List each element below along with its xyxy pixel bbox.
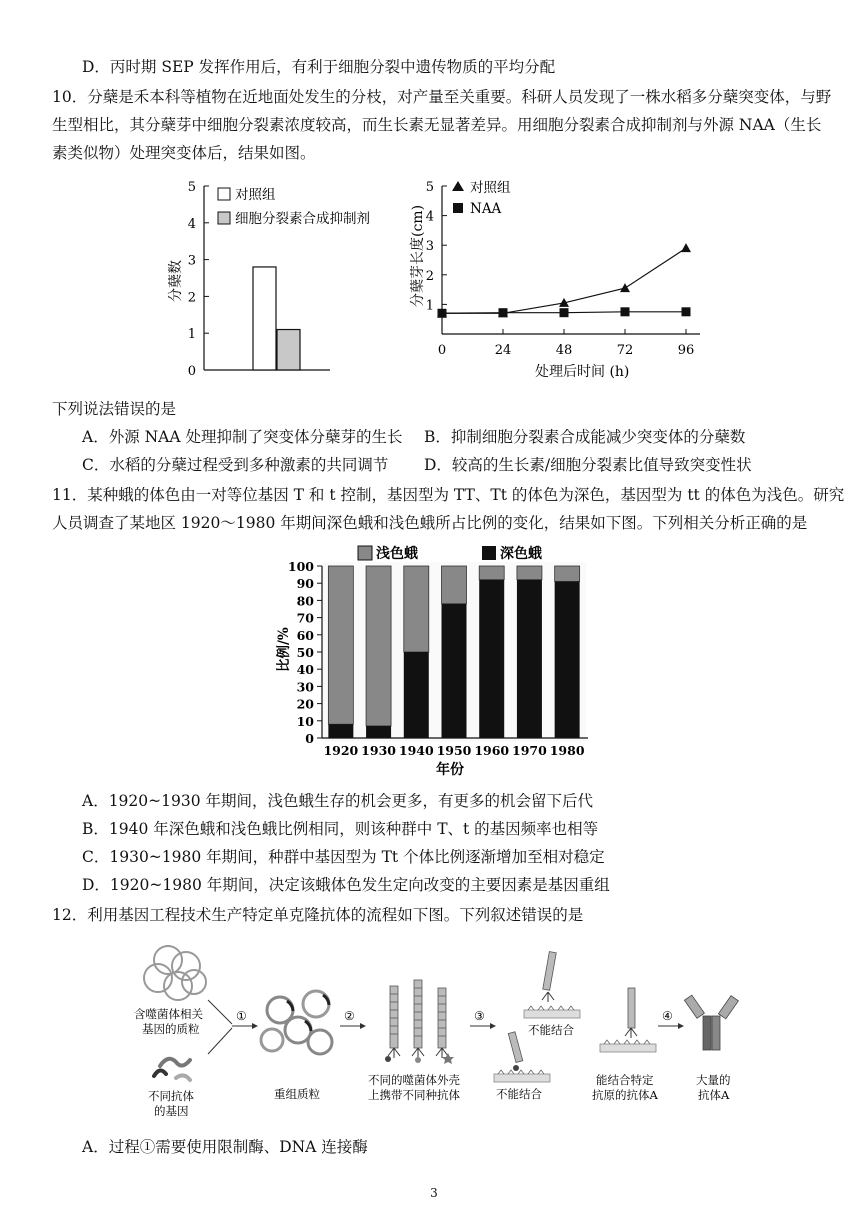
legend-label-control: 对照组 bbox=[470, 180, 511, 196]
y-tick-label: 90 bbox=[296, 576, 314, 592]
phage-label-line-2: 上携带不同种抗体 bbox=[368, 1088, 460, 1102]
step-2-arrowhead bbox=[360, 1023, 366, 1029]
plasmid-label-line-2: 基因的质粒 bbox=[142, 1022, 200, 1036]
q12-option-a: A．过程①需要使用限制酶、DNA 连接酶 bbox=[82, 1138, 368, 1156]
y-axis-title: 比例/% bbox=[276, 627, 292, 672]
y-tick-label: 0 bbox=[305, 731, 314, 746]
q10-option-d: D．较高的生长素/细胞分裂素比值导致突变性状 bbox=[424, 456, 752, 474]
q9-option-d: D．丙时期 SEP 发挥作用后，有利于细胞分裂中遗传物质的平均分配 bbox=[82, 58, 556, 76]
merge-line-bottom bbox=[208, 1028, 232, 1054]
bar-dark-1920 bbox=[328, 724, 353, 738]
q10-options-row-1 bbox=[82, 426, 842, 448]
legend-swatch-control bbox=[218, 188, 230, 200]
product-label-line-1: 大量的 bbox=[696, 1073, 731, 1087]
page-number: 3 bbox=[430, 1186, 438, 1200]
y-tick-label: 40 bbox=[296, 662, 314, 678]
point-naa bbox=[438, 309, 447, 318]
y-axis-title: 分蘖数 bbox=[168, 260, 184, 302]
moth-proportion-chart bbox=[270, 538, 600, 780]
y-tick-label: 100 bbox=[287, 559, 314, 574]
screening-no-bind-top-icon bbox=[524, 952, 580, 1018]
legend-label-inhibitor: 细胞分裂素合成抑制剂 bbox=[235, 211, 370, 227]
recombinant-plasmid-icon bbox=[261, 991, 332, 1054]
point-naa bbox=[499, 308, 508, 317]
bar-light-1930 bbox=[366, 566, 391, 726]
q10-option-c: C．水稻的分蘖过程受到多种激素的共同调节 bbox=[82, 456, 389, 474]
y-tick-label: 2 bbox=[187, 290, 196, 306]
bud-length-chart bbox=[400, 172, 720, 384]
bar-light-1970 bbox=[517, 566, 542, 580]
q10-option-b: B．抑制细胞分裂素合成能减少突变体的分蘖数 bbox=[424, 428, 746, 446]
x-tick-label: 48 bbox=[555, 343, 573, 358]
q11-option-a: A．1920~1930 年期间，浅色蛾生存的机会更多，有更多的机会留下后代 bbox=[82, 792, 594, 810]
bar-control bbox=[253, 267, 276, 370]
y-tick-label: 50 bbox=[296, 645, 314, 660]
q10-stem-line-2: 生型相比，其分蘖芽中细胞分裂素浓度较高，而生长素无显著差异。用细胞分裂素合成抑制剂与外源 NAA（生长 bbox=[52, 116, 822, 134]
x-tick-label: 96 bbox=[677, 343, 695, 358]
step-4-arrowhead bbox=[678, 1023, 684, 1029]
y-tick-label: 0 bbox=[187, 364, 196, 379]
point-naa bbox=[682, 307, 691, 316]
y-tick-label: 3 bbox=[425, 239, 434, 255]
x-tick-label: 1940 bbox=[398, 743, 434, 758]
phage-display-icon bbox=[385, 980, 454, 1064]
y-tick-label: 5 bbox=[425, 180, 434, 195]
phage-label-line-1: 不同的噬菌体外壳 bbox=[368, 1073, 460, 1087]
step-2-label: ② bbox=[344, 1009, 355, 1023]
y-tick-label: 5 bbox=[187, 180, 196, 195]
legend-square-icon bbox=[453, 203, 463, 213]
x-tick-label: 24 bbox=[494, 343, 512, 358]
y-tick-label: 10 bbox=[296, 713, 314, 729]
q11-option-c: C．1930~1980 年期间，种群中基因型为 Tt 个体比例逐渐增加至相对稳定 bbox=[82, 848, 605, 866]
bar-dark-1930 bbox=[366, 726, 391, 738]
no-bind-top-label: 不能结合 bbox=[528, 1023, 574, 1037]
x-tick-label: 1930 bbox=[361, 743, 396, 758]
legend-swatch-dark bbox=[482, 546, 496, 560]
bar-dark-1980 bbox=[555, 581, 580, 738]
bar-light-1950 bbox=[442, 566, 467, 604]
point-control bbox=[681, 243, 691, 252]
antibody-production-diagram bbox=[120, 938, 760, 1128]
q10-options-row-2 bbox=[82, 454, 842, 476]
legend-label-control: 对照组 bbox=[235, 187, 276, 203]
x-tick-label: 72 bbox=[616, 343, 634, 358]
q11-option-b: B．1940 年深色蛾和浅色蛾比例相同，则该种群中 T、t 的基因频率也相等 bbox=[82, 820, 599, 838]
q12-stem: 12．利用基因工程技术生产特定单克隆抗体的流程如下图。下列叙述错误的是 bbox=[52, 906, 584, 924]
q11-stem-line-1: 11．某种蛾的体色由一对等位基因 T 和 t 控制，基因型为 TT、Tt 的体色为深色，基因型为 tt 的体色为浅色。研究 bbox=[52, 486, 845, 504]
point-naa bbox=[560, 308, 569, 317]
x-tick-label: 1920 bbox=[323, 743, 359, 758]
x-tick-label: 1960 bbox=[474, 743, 510, 758]
step-1-arrowhead bbox=[252, 1023, 258, 1029]
merge-line-top bbox=[208, 1000, 232, 1024]
q10-stem-line-3: 素类似物）处理突变体后，结果如图。 bbox=[52, 144, 316, 162]
y-tick-label: 1 bbox=[187, 327, 196, 343]
bar-dark-1940 bbox=[404, 652, 429, 738]
legend-label-dark: 深色蛾 bbox=[500, 546, 542, 562]
gene-label-line-2: 的基因 bbox=[154, 1104, 189, 1118]
x-tick-label: 1950 bbox=[436, 743, 472, 758]
q11-option-d: D．1920~1980 年期间，决定该蛾体色发生定向改变的主要因素是基因重组 bbox=[82, 876, 610, 894]
q10-stem-line-1: 10．分蘖是禾本科等植物在近地面处发生的分枝，对产量至关重要。科研人员发现了一株水稻多分蘖突变体，与野 bbox=[52, 88, 832, 106]
step-3-label: ③ bbox=[474, 1009, 485, 1023]
x-axis-title: 年份 bbox=[436, 762, 464, 778]
y-axis-title: 分蘖芽长度(cm) bbox=[410, 204, 426, 307]
y-tick-label: 1 bbox=[425, 298, 434, 314]
bar-light-1940 bbox=[404, 566, 429, 652]
gene-label-line-1: 不同抗体 bbox=[148, 1089, 194, 1103]
antibody-gene-icon bbox=[154, 1059, 190, 1080]
q11-stem-line-2: 人员调查了某地区 1920～1980 年期间深色蛾和浅色蛾所占比例的变化，结果如下图。下列相关分析正确的是 bbox=[52, 514, 808, 532]
q10-question: 下列说法错误的是 bbox=[52, 400, 177, 418]
screening-bind-icon bbox=[600, 988, 656, 1052]
y-tick-label: 4 bbox=[425, 209, 434, 225]
bind-label-line-2: 抗原的抗体A bbox=[592, 1088, 658, 1102]
step-1-label: ① bbox=[236, 1009, 247, 1023]
y-tick-label: 60 bbox=[296, 627, 314, 643]
q10-option-a: A．外源 NAA 处理抑制了突变体分蘖芽的生长 bbox=[82, 428, 403, 446]
x-tick-label: 0 bbox=[437, 343, 447, 358]
bar-light-1920 bbox=[328, 566, 353, 724]
y-tick-label: 3 bbox=[187, 253, 196, 269]
y-tick-label: 20 bbox=[296, 696, 314, 712]
bar-light-1960 bbox=[479, 566, 504, 580]
y-tick-label: 80 bbox=[296, 593, 314, 609]
x-tick-label: 1980 bbox=[549, 743, 585, 758]
product-label-line-2: 抗体A bbox=[698, 1088, 730, 1102]
bar-dark-1950 bbox=[442, 604, 467, 738]
screening-no-bind-bottom-icon bbox=[494, 1032, 550, 1082]
legend-label-naa: NAA bbox=[470, 201, 502, 217]
y-tick-label: 30 bbox=[296, 679, 314, 695]
y-tick-label: 70 bbox=[296, 610, 314, 626]
recombinant-label: 重组质粒 bbox=[274, 1087, 320, 1101]
antibody-icon bbox=[684, 995, 738, 1050]
legend-swatch-inhibitor bbox=[218, 212, 230, 224]
point-naa bbox=[621, 307, 630, 316]
y-tick-label: 4 bbox=[187, 216, 196, 232]
step-4-label: ④ bbox=[662, 1009, 673, 1023]
x-tick-label: 1970 bbox=[512, 743, 547, 758]
plasmid-label-line-1: 含噬菌体相关 bbox=[134, 1007, 203, 1021]
bar-dark-1960 bbox=[479, 580, 504, 738]
phage-plasmid-cluster-icon bbox=[144, 946, 206, 1000]
step-3-arrowhead bbox=[490, 1023, 496, 1029]
legend-triangle-icon bbox=[452, 181, 464, 191]
tiller-count-chart bbox=[160, 172, 390, 382]
point-control bbox=[620, 283, 630, 292]
legend-label-light: 浅色蛾 bbox=[376, 546, 418, 562]
bar-dark-1970 bbox=[517, 580, 542, 738]
bar-inhibitor bbox=[277, 330, 300, 370]
bar-light-1980 bbox=[555, 566, 580, 581]
legend-swatch-light bbox=[358, 546, 372, 560]
bind-label-line-1: 能结合特定 bbox=[596, 1073, 654, 1087]
x-axis-title: 处理后时间 (h) bbox=[535, 364, 630, 380]
y-tick-label: 2 bbox=[425, 268, 434, 284]
no-bind-bottom-label: 不能结合 bbox=[496, 1087, 542, 1101]
